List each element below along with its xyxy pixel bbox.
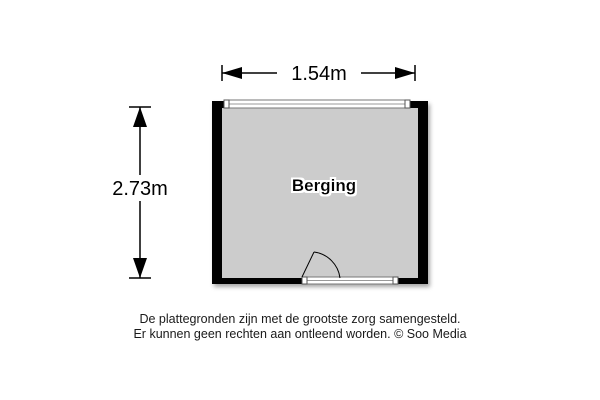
top-window-post-left <box>224 100 229 108</box>
door-post-left <box>302 277 307 284</box>
top-window <box>224 100 410 108</box>
room-storage <box>212 100 428 284</box>
room-label: Berging <box>291 176 357 195</box>
width-arrow-right-icon <box>395 67 415 79</box>
height-arrow-bottom-icon <box>133 258 147 278</box>
height-dimension <box>98 107 184 278</box>
door-post-right <box>393 277 398 284</box>
height-arrow-top-icon <box>133 107 147 127</box>
width-dimension-label: 1.54m <box>291 63 347 85</box>
width-arrow-left-icon <box>222 67 242 79</box>
height-dimension-label: 2.73m <box>112 178 168 200</box>
disclaimer-line-1: De plattegronden zijn met de grootste zorg samengesteld. <box>139 312 461 326</box>
width-dimension <box>222 60 415 86</box>
top-window-post-right <box>405 100 410 108</box>
disclaimer-line-2: Er kunnen geen rechten aan ontleend worden. © Soo Media <box>133 327 467 341</box>
